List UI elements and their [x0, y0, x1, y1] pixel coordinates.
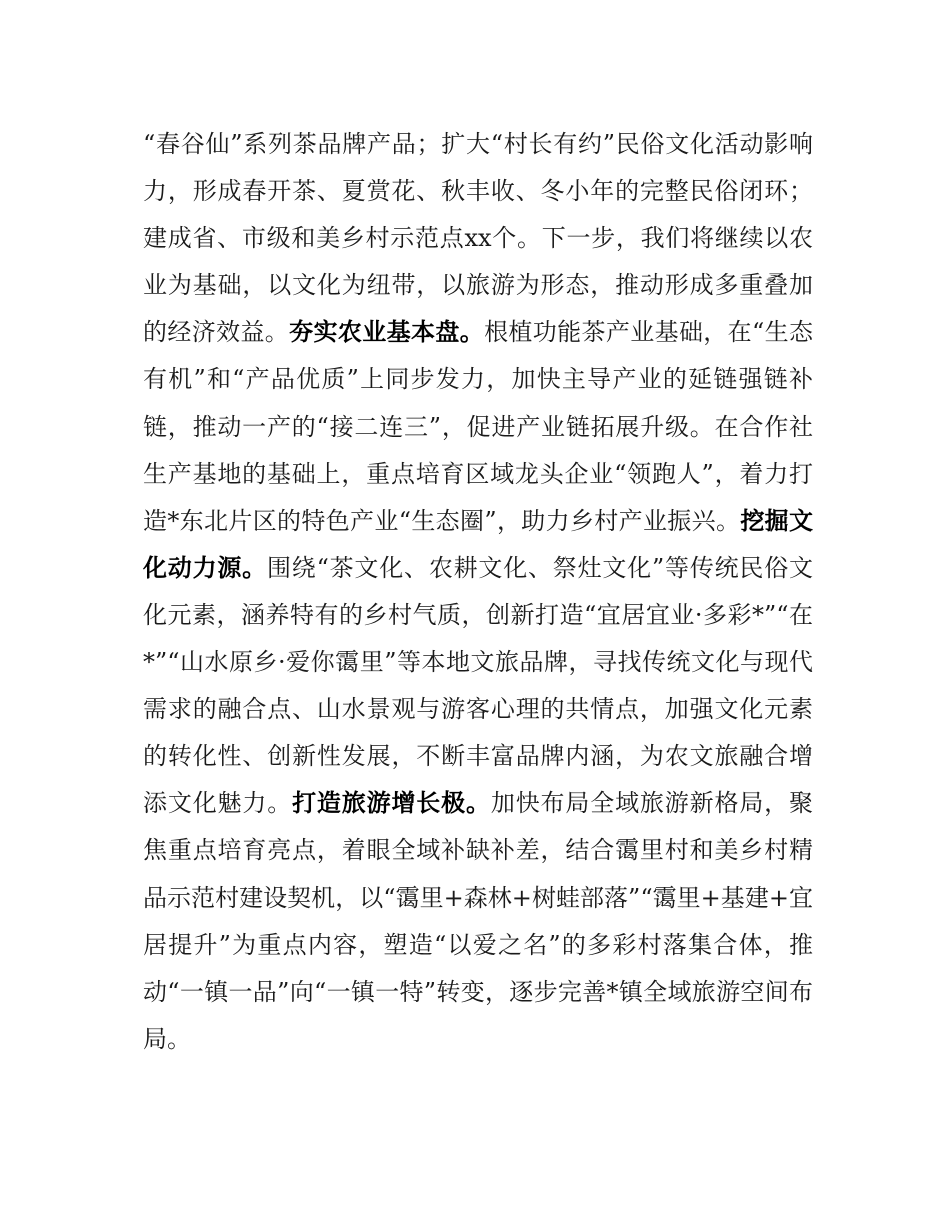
section-heading-agriculture: 夯实农业基本盘。 — [289, 318, 485, 347]
section-heading-tourism: 打造旅游增长极。 — [292, 789, 491, 818]
paragraph-text-4: 加快布局全域旅游新格局，聚焦重点培育亮点，着眼全域补缺补差，结合霭里村和美乡村精品示范村建设契机，以“霭里+森林+树蛙部落”“霭里+基建+宜居提升”为重点内容，塑造“以爱之名”的多彩村落集合体，推动“一镇一品”向“一镇一特”转变，逐步完善*镇全域旅游空间布局。 — [143, 789, 814, 1053]
section-heading-culture: 挖掘文化动力源。 — [143, 506, 814, 582]
paragraph-text-2: 根植功能茶产业基础，在“生态有机”和“产品优质”上同步发力，加快主导产业的延链强链补链，推动一产的“接二连三”，促进产业链拓展升级。在合作社生产基地的基础上，重点培育区域龙头企业“领跑人”，着力打造*东北片区的特色产业“生态圈”，助力乡村产业振兴。 — [143, 318, 814, 535]
paragraph-text-3: 围绕“茶文化、农耕文化、祭灶文化”等传统民俗文化元素，涵养特有的乡村气质，创新打造“宜居宜业·多彩*”“在*”“山水原乡·爱你霭里”等本地文旅品牌，寻找传统文化与现代需求的融合点、山水景观与游客心理的共情点，加强文化元素的转化性、创新性发展，不断丰富品牌内涵，为农文旅融合增添文化魅力。 — [143, 553, 814, 818]
paragraph-text-1: “春谷仙”系列茶品牌产品；扩大“村长有约”民俗文化活动影响力，形成春开茶、夏赏花、秋丰收、冬小年的完整民俗闭环；建成省、市级和美乡村示范点xx个。下一步，我们将继续以农业为基础，以文化为纽带，以旅游为形态，推动形成多重叠加的经济效益。 — [143, 130, 813, 347]
body-paragraph — [143, 121, 813, 1063]
